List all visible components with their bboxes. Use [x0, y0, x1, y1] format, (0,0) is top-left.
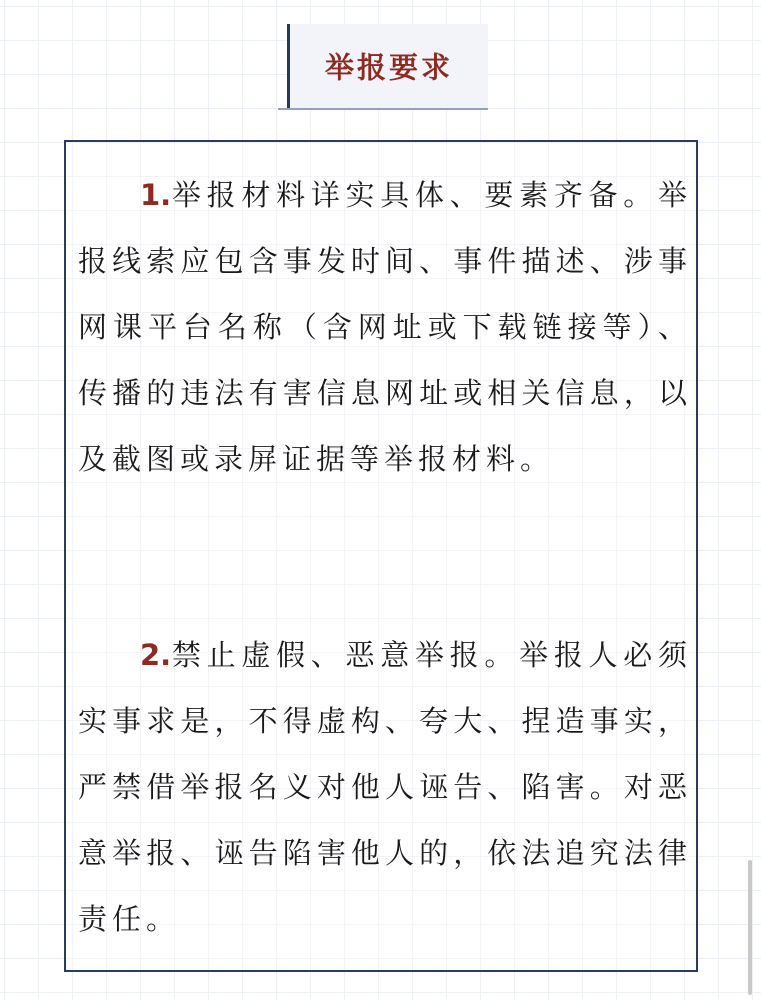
content-panel [64, 140, 698, 972]
requirement-text-2: 禁止虚假、恶意举报。举报人必须实事求是，不得虚构、夸大、捏造事实，严禁借举报名义对他人诬告、陷害。对恶意举报、诬告陷害他人的，依法追究法律责任。 [78, 638, 692, 936]
section-title: 举报要求 [324, 50, 453, 85]
scrollbar[interactable] [748, 860, 752, 995]
section-title-box [287, 24, 488, 110]
requirement-item-2 [78, 622, 692, 952]
requirement-item-1 [78, 162, 692, 492]
requirement-text-1: 举报材料详实具体、要素齐备。举报线索应包含事发时间、事件描述、涉事网课平台名称（含网址或下载链接等）、传播的违法有害信息网址或相关信息，以及截图或录屏证据等举报材料。 [78, 178, 692, 476]
requirement-number-1: 1. [140, 178, 172, 212]
requirement-number-2: 2. [140, 638, 172, 672]
